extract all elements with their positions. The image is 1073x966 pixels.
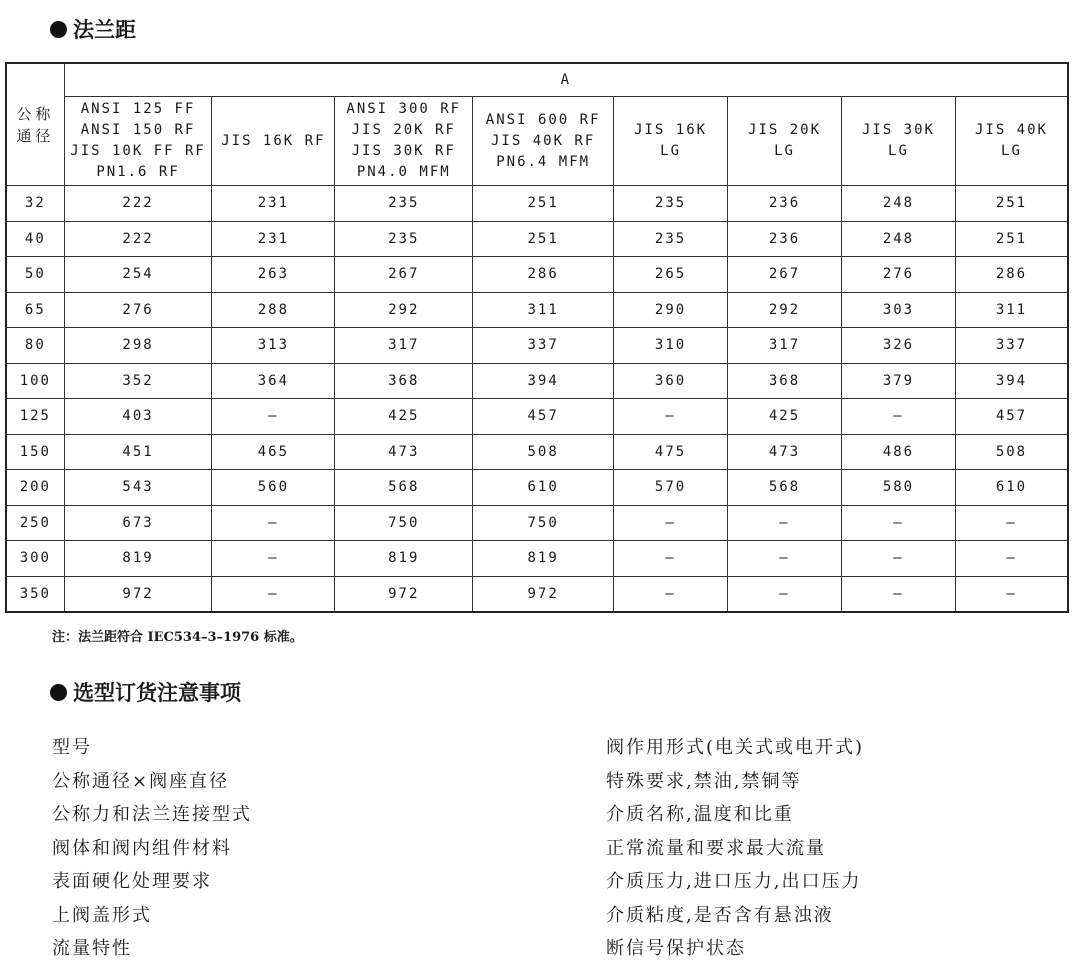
dimension-cell: 360 [614,363,728,399]
dimension-cell: 236 [728,221,842,257]
dimension-cell: 972 [64,576,212,612]
dimension-cell: — [728,576,842,612]
table-row [6,399,1068,435]
dimension-cell: 311 [955,292,1068,328]
dimension-cell: 473 [335,434,473,470]
table-row [6,186,1068,222]
table-row [6,505,1068,541]
dimension-cell: 473 [728,434,842,470]
dimension-cell: 310 [614,328,728,364]
dimension-cell: — [955,541,1068,577]
dimension-cell: 425 [335,399,473,435]
dimension-cell: 379 [842,363,956,399]
dimension-cell: 403 [64,399,212,435]
section-title-flange-distance [50,14,136,44]
dimension-cell: 236 [728,186,842,222]
section-title-text: 法兰距 [73,18,136,42]
dimension-cell: 251 [955,221,1068,257]
dimension-cell: 267 [728,257,842,293]
flange-distance-table [5,62,1069,613]
list-item: 上阀盖形式 [52,904,152,926]
dimension-cell: — [728,505,842,541]
dimension-cell: — [955,505,1068,541]
dimension-cell: 231 [212,221,335,257]
standard-column-header: JIS 40K LG [955,97,1068,186]
dimension-cell: 465 [212,434,335,470]
dimension-cell: 368 [728,363,842,399]
nominal-diameter-cell: 350 [6,576,64,612]
nominal-diameter-cell: 50 [6,257,64,293]
dimension-cell: — [842,505,956,541]
standard-header-row [6,97,1068,186]
dimension-cell: 263 [212,257,335,293]
dimension-cell: 290 [614,292,728,328]
dimension-cell: 364 [212,363,335,399]
standard-column-header: ANSI 125 FF ANSI 150 RF JIS 10K FF RF PN1.6 RF [64,97,212,186]
dimension-cell: 457 [955,399,1068,435]
standard-column-header: JIS 20K LG [728,97,842,186]
nominal-diameter-cell: 300 [6,541,64,577]
dimension-cell: 276 [842,257,956,293]
dimension-cell: 267 [335,257,473,293]
dimension-cell: 276 [64,292,212,328]
nominal-diameter-cell: 100 [6,363,64,399]
dimension-cell: — [212,505,335,541]
standard-column-header: ANSI 600 RF JIS 40K RF PN6.4 MFM [473,97,614,186]
dimension-cell: 972 [473,576,614,612]
nominal-diameter-cell: 32 [6,186,64,222]
dimension-cell: 288 [212,292,335,328]
dimension-cell: 568 [335,470,473,506]
dimension-cell: 292 [728,292,842,328]
dimension-cell: 570 [614,470,728,506]
dimension-cell: 292 [335,292,473,328]
dimension-cell: 972 [335,576,473,612]
table-row [6,221,1068,257]
ordering-list-left [52,731,252,966]
dimension-cell: — [614,505,728,541]
list-item: 公称通径×阀座直径 [52,770,230,792]
dimension-cell: — [955,576,1068,612]
dimension-cell: 311 [473,292,614,328]
list-item: 表面硬化处理要求 [52,871,212,892]
dimension-cell: 317 [335,328,473,364]
dimension-cell: 568 [728,470,842,506]
dimension-cell: — [728,541,842,577]
dimension-cell: 286 [955,257,1068,293]
dimension-cell: 254 [64,257,212,293]
dimension-cell: 368 [335,363,473,399]
dimension-cell: 298 [64,328,212,364]
dimension-cell: 610 [955,470,1068,506]
dimension-cell: 610 [473,470,614,506]
dimension-cell: 425 [728,399,842,435]
dimension-cell: 251 [955,186,1068,222]
dimension-a-header: A [64,63,1068,97]
dimension-cell: 313 [212,328,335,364]
nominal-diameter-cell: 40 [6,221,64,257]
table-note: 注：法兰距符合 IEC534–3–1976 标准。 [52,630,303,645]
list-item: 介质压力,进口压力,出口压力 [606,871,862,892]
dimension-cell: 326 [842,328,956,364]
table-row [6,363,1068,399]
dimension-cell: 819 [473,541,614,577]
nominal-diameter-cell: 150 [6,434,64,470]
table-row [6,541,1068,577]
dimension-cell: 251 [473,186,614,222]
dimension-cell: — [212,576,335,612]
dimension-cell: 819 [335,541,473,577]
dimension-cell: 457 [473,399,614,435]
dimension-cell: 286 [473,257,614,293]
dimension-cell: — [212,399,335,435]
table-row [6,328,1068,364]
dimension-cell: 248 [842,186,956,222]
dimension-cell: 508 [473,434,614,470]
nominal-diameter-cell: 65 [6,292,64,328]
standard-column-header: ANSI 300 RF JIS 20K RF JIS 30K RF PN4.0 MFM [335,97,473,186]
list-item: 阀体和阀内组件材料 [52,837,232,859]
nominal-diameter-cell: 250 [6,505,64,541]
dimension-cell: 231 [212,186,335,222]
table-row [6,576,1068,612]
table-body [6,186,1068,613]
list-item: 介质名称,温度和比重 [606,804,794,825]
table-row [6,434,1068,470]
list-item: 介质粘度,是否含有悬浊液 [606,904,834,926]
list-item: 断信号保护状态 [606,938,746,959]
bullet-icon [50,21,67,38]
dimension-cell: 303 [842,292,956,328]
dimension-cell: 337 [473,328,614,364]
dimension-cell: — [614,399,728,435]
standard-column-header: JIS 16K LG [614,97,728,186]
dimension-cell: 317 [728,328,842,364]
dimension-cell: 560 [212,470,335,506]
table-row [6,470,1068,506]
nominal-diameter-header: 公称通径 [6,63,64,186]
dimension-cell: 337 [955,328,1068,364]
section-title-ordering-notes [50,677,241,707]
dimension-cell: — [842,541,956,577]
list-item: 流量特性 [52,938,132,959]
dimension-cell: — [842,399,956,435]
dimension-cell: 222 [64,221,212,257]
list-item: 公称力和法兰连接型式 [52,804,252,825]
dimension-cell: — [614,541,728,577]
dimension-cell: 819 [64,541,212,577]
standard-column-header: JIS 16K RF [212,97,335,186]
standard-column-header: JIS 30K LG [842,97,956,186]
dimension-cell: 235 [335,221,473,257]
dimension-cell: 235 [614,221,728,257]
dimension-cell: 750 [335,505,473,541]
section-title-text: 选型订货注意事项 [73,681,241,705]
bullet-icon [50,684,67,701]
list-item: 特殊要求,禁油,禁铜等 [606,770,802,792]
dimension-cell: 580 [842,470,956,506]
dimension-cell: 508 [955,434,1068,470]
dimension-cell: 235 [614,186,728,222]
dimension-cell: 235 [335,186,473,222]
dimension-cell: 475 [614,434,728,470]
dimension-cell: — [614,576,728,612]
dimension-cell: 352 [64,363,212,399]
dimension-cell: 750 [473,505,614,541]
dimension-cell: 451 [64,434,212,470]
dimension-cell: 543 [64,470,212,506]
table-row [6,257,1068,293]
list-item: 阀作用形式(电关式或电开式) [606,737,865,758]
nominal-diameter-cell: 200 [6,470,64,506]
list-item: 正常流量和要求最大流量 [606,837,826,859]
dimension-cell: 251 [473,221,614,257]
list-item: 型号 [52,737,92,758]
dimension-cell: — [842,576,956,612]
ordering-list-right [606,731,864,966]
dimension-cell: — [212,541,335,577]
dimension-cell: 248 [842,221,956,257]
nominal-diameter-cell: 125 [6,399,64,435]
table-row [6,292,1068,328]
dimension-cell: 486 [842,434,956,470]
dimension-cell: 222 [64,186,212,222]
dimension-cell: 394 [473,363,614,399]
dimension-cell: 673 [64,505,212,541]
dimension-cell: 265 [614,257,728,293]
dimension-cell: 394 [955,363,1068,399]
nominal-diameter-cell: 80 [6,328,64,364]
